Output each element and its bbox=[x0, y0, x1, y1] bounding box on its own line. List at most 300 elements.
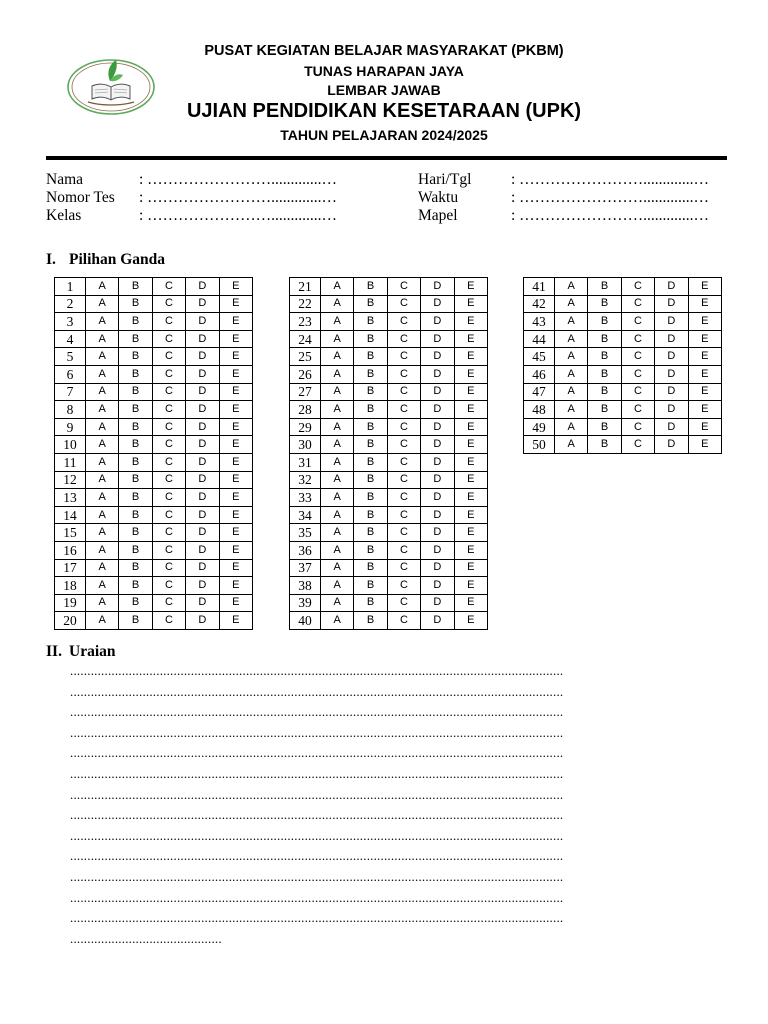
answer-option-c[interactable]: C bbox=[152, 436, 185, 454]
answer-option-e[interactable]: E bbox=[219, 348, 252, 366]
answer-option-c[interactable]: C bbox=[152, 383, 185, 401]
answer-option-b[interactable]: B bbox=[354, 559, 387, 577]
answer-option-d[interactable]: D bbox=[655, 313, 688, 331]
answer-option-c[interactable]: C bbox=[152, 401, 185, 419]
field-label: Nama bbox=[46, 171, 84, 188]
answer-option-c[interactable]: C bbox=[621, 365, 654, 383]
answer-option-c[interactable]: C bbox=[387, 471, 420, 489]
essay-line[interactable]: ............................................................................................................................................... bbox=[70, 724, 564, 740]
answer-option-b[interactable]: B bbox=[119, 577, 152, 595]
answer-option-e[interactable]: E bbox=[454, 541, 487, 559]
answer-option-c[interactable]: C bbox=[387, 541, 420, 559]
answer-option-d[interactable]: D bbox=[655, 418, 688, 436]
question-number: 31 bbox=[290, 453, 321, 471]
question-number: 7 bbox=[55, 383, 86, 401]
answer-option-a[interactable]: A bbox=[86, 489, 119, 507]
answer-option-a[interactable]: A bbox=[321, 313, 354, 331]
answer-option-d[interactable]: D bbox=[421, 348, 454, 366]
answer-option-e[interactable]: E bbox=[454, 348, 487, 366]
answer-option-d[interactable]: D bbox=[186, 471, 219, 489]
answer-option-b[interactable]: B bbox=[354, 594, 387, 612]
field-blank[interactable]: : …………………….............… bbox=[139, 171, 338, 188]
answer-option-a[interactable]: A bbox=[555, 383, 588, 401]
answer-option-a[interactable]: A bbox=[86, 612, 119, 630]
answer-option-d[interactable]: D bbox=[421, 489, 454, 507]
answer-option-b[interactable]: B bbox=[588, 436, 621, 454]
answer-row bbox=[55, 295, 253, 313]
exam-title: UJIAN PENDIDIKAN KESETARAAN (UPK) bbox=[186, 100, 582, 122]
answer-option-c[interactable]: C bbox=[152, 453, 185, 471]
answer-option-d[interactable]: D bbox=[186, 559, 219, 577]
essay-line[interactable]: ............................................................................................................................................... bbox=[70, 683, 564, 699]
answer-option-e[interactable]: E bbox=[219, 418, 252, 436]
answer-option-e[interactable]: E bbox=[688, 348, 721, 366]
answer-option-b[interactable]: B bbox=[354, 436, 387, 454]
answer-option-b[interactable]: B bbox=[588, 278, 621, 296]
answer-option-a[interactable]: A bbox=[321, 295, 354, 313]
answer-option-d[interactable]: D bbox=[186, 577, 219, 595]
answer-option-a[interactable]: A bbox=[86, 559, 119, 577]
answer-option-a[interactable]: A bbox=[321, 348, 354, 366]
question-number: 2 bbox=[55, 295, 86, 313]
answer-option-c[interactable]: C bbox=[387, 436, 420, 454]
answer-option-b[interactable]: B bbox=[354, 295, 387, 313]
answer-option-a[interactable]: A bbox=[321, 278, 354, 296]
answer-option-b[interactable]: B bbox=[119, 436, 152, 454]
answer-option-d[interactable]: D bbox=[421, 383, 454, 401]
answer-option-c[interactable]: C bbox=[152, 594, 185, 612]
answer-option-d[interactable]: D bbox=[421, 594, 454, 612]
answer-option-e[interactable]: E bbox=[454, 295, 487, 313]
field-label: Hari/Tgl bbox=[418, 171, 472, 188]
answer-option-e[interactable]: E bbox=[454, 436, 487, 454]
answer-option-e[interactable]: E bbox=[219, 506, 252, 524]
answer-option-b[interactable]: B bbox=[119, 295, 152, 313]
answer-option-c[interactable]: C bbox=[621, 436, 654, 454]
essay-line[interactable]: ............................................................................................................................................... bbox=[70, 869, 564, 884]
answer-option-d[interactable]: D bbox=[421, 453, 454, 471]
answer-option-a[interactable]: A bbox=[321, 577, 354, 595]
answer-option-e[interactable]: E bbox=[688, 313, 721, 331]
answer-option-d[interactable]: D bbox=[186, 506, 219, 524]
field-blank[interactable]: : …………………….............… bbox=[139, 207, 338, 224]
answer-option-c[interactable]: C bbox=[152, 330, 185, 348]
answer-option-c[interactable]: C bbox=[621, 383, 654, 401]
answer-option-c[interactable]: C bbox=[387, 348, 420, 366]
answer-option-d[interactable]: D bbox=[186, 489, 219, 507]
answer-option-c[interactable]: C bbox=[152, 278, 185, 296]
answer-option-e[interactable]: E bbox=[454, 559, 487, 577]
answer-option-c[interactable]: C bbox=[387, 559, 420, 577]
answer-option-c[interactable]: C bbox=[387, 489, 420, 507]
answer-option-e[interactable]: E bbox=[454, 330, 487, 348]
answer-option-b[interactable]: B bbox=[119, 489, 152, 507]
answer-option-e[interactable]: E bbox=[688, 418, 721, 436]
answer-option-a[interactable]: A bbox=[321, 436, 354, 454]
answer-option-e[interactable]: E bbox=[688, 295, 721, 313]
essay-line[interactable]: ............................................................................................................................................... bbox=[70, 745, 564, 761]
question-number: 18 bbox=[55, 577, 86, 595]
answer-option-a[interactable]: A bbox=[321, 365, 354, 383]
question-number: 49 bbox=[524, 418, 555, 436]
answer-option-e[interactable]: E bbox=[688, 365, 721, 383]
question-number: 48 bbox=[524, 401, 555, 419]
answer-option-c[interactable]: C bbox=[387, 278, 420, 296]
answer-option-a[interactable]: A bbox=[321, 401, 354, 419]
essay-line[interactable]: ............................................................................................................................................... bbox=[70, 704, 564, 720]
answer-option-a[interactable]: A bbox=[321, 471, 354, 489]
answer-option-b[interactable]: B bbox=[354, 577, 387, 595]
answer-row bbox=[55, 330, 253, 348]
section-number: I. bbox=[46, 251, 56, 268]
answer-option-b[interactable]: B bbox=[354, 365, 387, 383]
answer-option-e[interactable]: E bbox=[688, 401, 721, 419]
answer-option-e[interactable]: E bbox=[219, 577, 252, 595]
answer-option-a[interactable]: A bbox=[321, 418, 354, 436]
answer-option-b[interactable]: B bbox=[354, 383, 387, 401]
answer-option-d[interactable]: D bbox=[655, 278, 688, 296]
essay-line[interactable]: ............................................................................................................................................... bbox=[70, 807, 564, 823]
answer-option-d[interactable]: D bbox=[655, 348, 688, 366]
institution-subname: TUNAS HARAPAN JAYA bbox=[304, 63, 464, 79]
sheet-type: LEMBAR JAWAB bbox=[327, 82, 441, 98]
answer-option-c[interactable]: C bbox=[387, 594, 420, 612]
answer-option-e[interactable]: E bbox=[219, 453, 252, 471]
answer-option-a[interactable]: A bbox=[86, 330, 119, 348]
answer-row bbox=[55, 524, 253, 542]
answer-option-e[interactable]: E bbox=[688, 383, 721, 401]
answer-option-e[interactable]: E bbox=[454, 612, 487, 630]
answer-option-b[interactable]: B bbox=[354, 524, 387, 542]
answer-option-b[interactable]: B bbox=[354, 278, 387, 296]
answer-option-a[interactable]: A bbox=[86, 594, 119, 612]
answer-option-e[interactable]: E bbox=[688, 330, 721, 348]
answer-option-a[interactable]: A bbox=[555, 348, 588, 366]
answer-option-c[interactable]: C bbox=[387, 612, 420, 630]
answer-option-a[interactable]: A bbox=[86, 365, 119, 383]
answer-option-d[interactable]: D bbox=[186, 418, 219, 436]
answer-option-d[interactable]: D bbox=[186, 295, 219, 313]
answer-option-a[interactable]: A bbox=[86, 348, 119, 366]
answer-option-b[interactable]: B bbox=[119, 559, 152, 577]
question-number: 20 bbox=[55, 612, 86, 630]
answer-option-d[interactable]: D bbox=[421, 330, 454, 348]
answer-option-a[interactable]: A bbox=[555, 365, 588, 383]
answer-option-e[interactable]: E bbox=[454, 577, 487, 595]
answer-option-a[interactable]: A bbox=[86, 453, 119, 471]
answer-option-b[interactable]: B bbox=[588, 330, 621, 348]
answer-option-b[interactable]: B bbox=[119, 418, 152, 436]
answer-option-d[interactable]: D bbox=[186, 348, 219, 366]
answer-option-e[interactable]: E bbox=[219, 365, 252, 383]
answer-option-e[interactable]: E bbox=[454, 383, 487, 401]
answer-option-e[interactable]: E bbox=[454, 418, 487, 436]
answer-option-b[interactable]: B bbox=[588, 418, 621, 436]
answer-option-a[interactable]: A bbox=[321, 506, 354, 524]
answer-option-b[interactable]: B bbox=[354, 489, 387, 507]
answer-option-d[interactable]: D bbox=[421, 418, 454, 436]
answer-option-e[interactable]: E bbox=[219, 612, 252, 630]
answer-option-c[interactable]: C bbox=[387, 506, 420, 524]
answer-option-c[interactable]: C bbox=[152, 506, 185, 524]
answer-option-a[interactable]: A bbox=[555, 278, 588, 296]
answer-option-d[interactable]: D bbox=[655, 365, 688, 383]
answer-option-d[interactable]: D bbox=[186, 541, 219, 559]
answer-option-c[interactable]: C bbox=[621, 348, 654, 366]
answer-option-a[interactable]: A bbox=[321, 541, 354, 559]
answer-option-d[interactable]: D bbox=[655, 330, 688, 348]
answer-option-b[interactable]: B bbox=[354, 330, 387, 348]
answer-option-c[interactable]: C bbox=[621, 418, 654, 436]
answer-option-e[interactable]: E bbox=[219, 559, 252, 577]
answer-option-d[interactable]: D bbox=[421, 612, 454, 630]
answer-option-b[interactable]: B bbox=[119, 471, 152, 489]
answer-option-d[interactable]: D bbox=[186, 383, 219, 401]
answer-option-d[interactable]: D bbox=[186, 313, 219, 331]
field-blank[interactable]: : …………………….............… bbox=[511, 207, 710, 224]
answer-option-c[interactable]: C bbox=[387, 330, 420, 348]
answer-option-b[interactable]: B bbox=[119, 365, 152, 383]
answer-option-e[interactable]: E bbox=[454, 453, 487, 471]
answer-option-a[interactable]: A bbox=[86, 295, 119, 313]
answer-option-e[interactable]: E bbox=[219, 278, 252, 296]
answer-option-a[interactable]: A bbox=[555, 330, 588, 348]
essay-line[interactable]: ............................................ bbox=[70, 930, 222, 946]
answer-option-b[interactable]: B bbox=[119, 330, 152, 348]
answer-option-a[interactable]: A bbox=[555, 418, 588, 436]
answer-option-a[interactable]: A bbox=[86, 524, 119, 542]
answer-option-d[interactable]: D bbox=[421, 295, 454, 313]
answer-option-c[interactable]: C bbox=[152, 313, 185, 331]
answer-option-c[interactable]: C bbox=[387, 383, 420, 401]
essay-line[interactable]: ............................................................................................................................................... bbox=[70, 889, 564, 905]
answer-option-a[interactable]: A bbox=[86, 383, 119, 401]
question-number: 19 bbox=[55, 594, 86, 612]
answer-row bbox=[524, 313, 722, 331]
answer-option-c[interactable]: C bbox=[387, 401, 420, 419]
answer-option-b[interactable]: B bbox=[588, 348, 621, 366]
answer-option-a[interactable]: A bbox=[86, 577, 119, 595]
essay-line[interactable]: ............................................................................................................................................... bbox=[70, 827, 564, 843]
answer-option-b[interactable]: B bbox=[119, 594, 152, 612]
answer-option-b[interactable]: B bbox=[588, 313, 621, 331]
answer-option-d[interactable]: D bbox=[186, 594, 219, 612]
answer-option-c[interactable]: C bbox=[152, 577, 185, 595]
answer-option-e[interactable]: E bbox=[219, 295, 252, 313]
answer-option-d[interactable]: D bbox=[186, 401, 219, 419]
answer-option-a[interactable]: A bbox=[86, 541, 119, 559]
answer-option-e[interactable]: E bbox=[454, 489, 487, 507]
answer-option-c[interactable]: C bbox=[387, 577, 420, 595]
answer-option-c[interactable]: C bbox=[387, 453, 420, 471]
answer-option-e[interactable]: E bbox=[219, 383, 252, 401]
answer-table-2 bbox=[289, 277, 488, 630]
answer-option-e[interactable]: E bbox=[454, 313, 487, 331]
answer-option-d[interactable]: D bbox=[186, 278, 219, 296]
answer-row bbox=[524, 278, 722, 296]
answer-option-b[interactable]: B bbox=[119, 313, 152, 331]
answer-option-a[interactable]: A bbox=[321, 383, 354, 401]
answer-option-e[interactable]: E bbox=[688, 278, 721, 296]
answer-option-c[interactable]: C bbox=[621, 295, 654, 313]
question-number: 15 bbox=[55, 524, 86, 542]
answer-option-b[interactable]: B bbox=[119, 453, 152, 471]
answer-option-b[interactable]: B bbox=[354, 313, 387, 331]
answer-option-e[interactable]: E bbox=[454, 278, 487, 296]
answer-option-c[interactable]: C bbox=[152, 418, 185, 436]
answer-option-e[interactable]: E bbox=[454, 506, 487, 524]
answer-option-d[interactable]: D bbox=[421, 278, 454, 296]
answer-option-c[interactable]: C bbox=[152, 489, 185, 507]
answer-option-b[interactable]: B bbox=[354, 348, 387, 366]
answer-option-a[interactable]: A bbox=[321, 330, 354, 348]
answer-option-e[interactable]: E bbox=[454, 594, 487, 612]
answer-option-c[interactable]: C bbox=[152, 559, 185, 577]
answer-option-e[interactable]: E bbox=[219, 489, 252, 507]
answer-option-a[interactable]: A bbox=[555, 295, 588, 313]
essay-line[interactable]: ............................................................................................................................................... bbox=[70, 663, 564, 678]
essay-line[interactable]: ............................................................................................................................................... bbox=[70, 910, 564, 926]
answer-option-d[interactable]: D bbox=[655, 401, 688, 419]
answer-option-d[interactable]: D bbox=[186, 612, 219, 630]
answer-option-c[interactable]: C bbox=[152, 365, 185, 383]
answer-option-b[interactable]: B bbox=[354, 471, 387, 489]
answer-option-b[interactable]: B bbox=[119, 278, 152, 296]
section-title: Uraian bbox=[69, 643, 116, 660]
answer-option-c[interactable]: C bbox=[152, 612, 185, 630]
answer-option-a[interactable]: A bbox=[321, 453, 354, 471]
answer-option-a[interactable]: A bbox=[321, 524, 354, 542]
answer-option-c[interactable]: C bbox=[152, 541, 185, 559]
answer-option-d[interactable]: D bbox=[421, 541, 454, 559]
answer-option-b[interactable]: B bbox=[354, 401, 387, 419]
answer-option-d[interactable]: D bbox=[655, 383, 688, 401]
answer-option-d[interactable]: D bbox=[186, 365, 219, 383]
answer-option-b[interactable]: B bbox=[119, 541, 152, 559]
field-blank[interactable]: : …………………….............… bbox=[511, 171, 710, 188]
answer-option-b[interactable]: B bbox=[119, 383, 152, 401]
answer-option-e[interactable]: E bbox=[219, 541, 252, 559]
answer-option-a[interactable]: A bbox=[321, 559, 354, 577]
answer-option-d[interactable]: D bbox=[186, 436, 219, 454]
answer-option-b[interactable]: B bbox=[354, 612, 387, 630]
answer-option-b[interactable]: B bbox=[588, 295, 621, 313]
answer-option-c[interactable]: C bbox=[621, 330, 654, 348]
essay-line[interactable]: ............................................................................................................................................... bbox=[70, 786, 564, 802]
essay-line[interactable]: ............................................................................................................................................... bbox=[70, 848, 564, 864]
answer-option-b[interactable]: B bbox=[119, 612, 152, 630]
answer-option-c[interactable]: C bbox=[387, 313, 420, 331]
answer-option-e[interactable]: E bbox=[688, 436, 721, 454]
answer-option-e[interactable]: E bbox=[219, 471, 252, 489]
answer-option-a[interactable]: A bbox=[555, 436, 588, 454]
question-number: 5 bbox=[55, 348, 86, 366]
answer-option-d[interactable]: D bbox=[655, 295, 688, 313]
answer-option-a[interactable]: A bbox=[86, 401, 119, 419]
answer-option-e[interactable]: E bbox=[454, 524, 487, 542]
answer-option-d[interactable]: D bbox=[421, 577, 454, 595]
answer-option-a[interactable]: A bbox=[321, 612, 354, 630]
answer-option-b[interactable]: B bbox=[354, 506, 387, 524]
answer-option-a[interactable]: A bbox=[86, 506, 119, 524]
answer-row bbox=[55, 559, 253, 577]
answer-row bbox=[290, 559, 488, 577]
answer-option-d[interactable]: D bbox=[421, 401, 454, 419]
answer-option-c[interactable]: C bbox=[621, 401, 654, 419]
sheet-header bbox=[0, 0, 768, 160]
answer-option-b[interactable]: B bbox=[119, 348, 152, 366]
answer-option-a[interactable]: A bbox=[86, 418, 119, 436]
answer-option-d[interactable]: D bbox=[421, 436, 454, 454]
answer-row bbox=[55, 348, 253, 366]
answer-option-d[interactable]: D bbox=[421, 365, 454, 383]
answer-option-c[interactable]: C bbox=[387, 295, 420, 313]
answer-option-c[interactable]: C bbox=[621, 278, 654, 296]
question-number: 14 bbox=[55, 506, 86, 524]
answer-option-d[interactable]: D bbox=[421, 313, 454, 331]
answer-option-a[interactable]: A bbox=[86, 278, 119, 296]
answer-option-e[interactable]: E bbox=[219, 313, 252, 331]
answer-option-a[interactable]: A bbox=[86, 436, 119, 454]
field-blank[interactable]: : …………………….............… bbox=[139, 189, 338, 206]
answer-option-e[interactable]: E bbox=[219, 594, 252, 612]
answer-option-c[interactable]: C bbox=[621, 313, 654, 331]
answer-option-e[interactable]: E bbox=[219, 524, 252, 542]
answer-option-a[interactable]: A bbox=[86, 313, 119, 331]
answer-option-e[interactable]: E bbox=[219, 401, 252, 419]
answer-option-d[interactable]: D bbox=[421, 559, 454, 577]
answer-option-e[interactable]: E bbox=[454, 471, 487, 489]
answer-option-b[interactable]: B bbox=[354, 453, 387, 471]
answer-option-e[interactable]: E bbox=[454, 401, 487, 419]
answer-option-c[interactable]: C bbox=[387, 524, 420, 542]
answer-option-b[interactable]: B bbox=[354, 541, 387, 559]
answer-option-a[interactable]: A bbox=[321, 594, 354, 612]
answer-option-c[interactable]: C bbox=[387, 418, 420, 436]
answer-option-d[interactable]: D bbox=[421, 506, 454, 524]
answer-row bbox=[524, 365, 722, 383]
answer-option-b[interactable]: B bbox=[588, 401, 621, 419]
field-blank[interactable]: : …………………….............… bbox=[511, 189, 710, 206]
answer-option-c[interactable]: C bbox=[387, 365, 420, 383]
answer-option-d[interactable]: D bbox=[655, 436, 688, 454]
answer-option-e[interactable]: E bbox=[219, 436, 252, 454]
answer-option-b[interactable]: B bbox=[119, 401, 152, 419]
answer-option-c[interactable]: C bbox=[152, 471, 185, 489]
answer-option-a[interactable]: A bbox=[555, 313, 588, 331]
answer-option-d[interactable]: D bbox=[421, 524, 454, 542]
essay-line[interactable]: ............................................................................................................................................... bbox=[70, 766, 564, 781]
answer-option-e[interactable]: E bbox=[219, 330, 252, 348]
answer-option-d[interactable]: D bbox=[186, 524, 219, 542]
answer-option-d[interactable]: D bbox=[186, 453, 219, 471]
answer-option-c[interactable]: C bbox=[152, 348, 185, 366]
question-number: 3 bbox=[55, 313, 86, 331]
answer-option-e[interactable]: E bbox=[454, 365, 487, 383]
answer-option-a[interactable]: A bbox=[321, 489, 354, 507]
answer-option-a[interactable]: A bbox=[86, 471, 119, 489]
answer-option-d[interactable]: D bbox=[186, 330, 219, 348]
answer-option-d[interactable]: D bbox=[421, 471, 454, 489]
answer-option-b[interactable]: B bbox=[588, 383, 621, 401]
answer-option-c[interactable]: C bbox=[152, 295, 185, 313]
answer-option-a[interactable]: A bbox=[555, 401, 588, 419]
answer-option-b[interactable]: B bbox=[588, 365, 621, 383]
answer-option-b[interactable]: B bbox=[354, 418, 387, 436]
answer-option-b[interactable]: B bbox=[119, 506, 152, 524]
answer-option-c[interactable]: C bbox=[152, 524, 185, 542]
answer-option-b[interactable]: B bbox=[119, 524, 152, 542]
